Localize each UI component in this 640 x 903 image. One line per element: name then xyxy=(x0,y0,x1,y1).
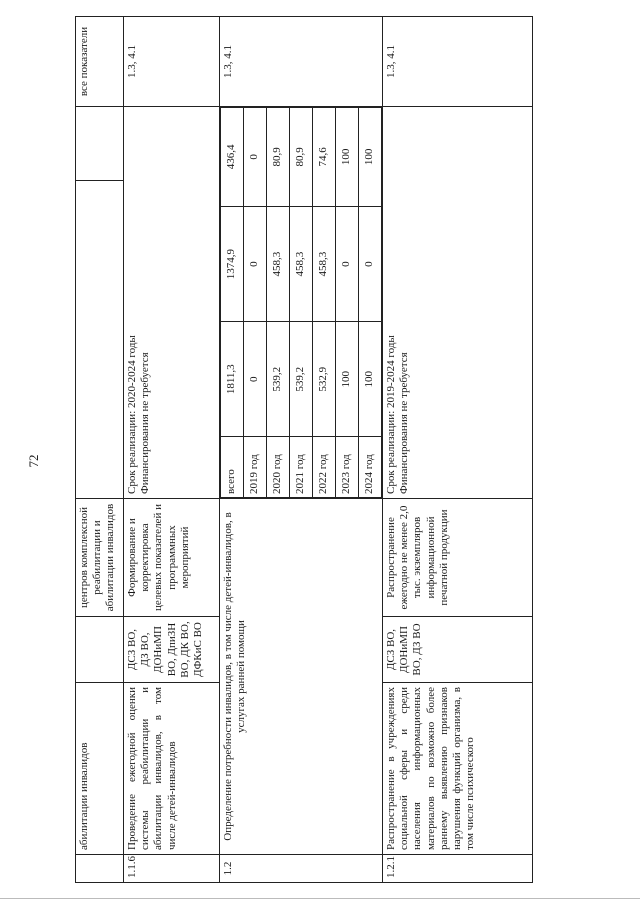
fin-year: 2022 год xyxy=(313,437,336,498)
cell-target: все показатели xyxy=(76,17,124,107)
fin-term: Срок реализации: 2020-2024 годы xyxy=(126,335,138,494)
cell-target: 1.3, 4.1 xyxy=(220,17,383,107)
fin-year: 2023 год xyxy=(336,437,359,498)
cell-fin xyxy=(220,107,383,499)
cell-result: Формирование и корректировка целевых показателей и программных мероприятий xyxy=(124,499,220,617)
fin-value: 0 xyxy=(359,206,382,322)
fin-year: 2019 год xyxy=(244,437,267,498)
fin-year: 2020 год xyxy=(267,437,290,498)
fin-value: 1811,3 xyxy=(221,322,244,437)
fin-value: 458,3 xyxy=(267,206,290,322)
program-table xyxy=(75,16,533,883)
fin-value: 532,9 xyxy=(313,322,336,437)
table-row-continuation xyxy=(76,17,124,883)
page-number: 72 xyxy=(26,454,41,468)
cell-exec: ДСЗ ВО, ДЗ ВО, ДОНиМП ВО, ДпиЗН ВО, ДК ВО, ДФКиС ВО xyxy=(124,617,220,683)
fin-value: 1374,9 xyxy=(221,206,244,322)
cell-ind xyxy=(76,107,124,181)
fin-value: 100 xyxy=(336,108,359,207)
fin-value: 539,2 xyxy=(267,322,290,437)
fin-row xyxy=(336,108,359,498)
cell-target: 1.3, 4.1 xyxy=(124,17,220,107)
cell-title: Определение потребности инвалидов, в том числе детей-инвалидов, в услугах ранней помощи xyxy=(220,499,383,855)
fin-year: всего xyxy=(221,437,244,498)
cell-fin xyxy=(124,107,220,499)
fin-value: 539,2 xyxy=(290,322,313,437)
table-row-1-2-1 xyxy=(383,17,533,883)
table-row-1-2 xyxy=(220,17,383,883)
fin-note: Финансирования не требуется xyxy=(139,352,152,494)
cell-name: Проведение ежегодной оценки системы реабилитации и абилитации инвалидов, в том числе детей-инвалидов xyxy=(124,683,220,855)
cell-num xyxy=(76,855,124,883)
cell-name: абилитации инвалидов xyxy=(76,683,124,855)
cell-result: центров комплексной реабилитации и абилитации инвалидов xyxy=(76,499,124,617)
fin-value: 100 xyxy=(336,322,359,437)
fin-value: 458,3 xyxy=(313,206,336,322)
fin-term: Срок реализации: 2019-2024 годы xyxy=(385,335,397,494)
fin-value: 80,9 xyxy=(290,108,313,207)
fin-row xyxy=(290,108,313,498)
fin-row xyxy=(267,108,290,498)
cell-fin xyxy=(76,181,124,499)
cell-exec xyxy=(76,617,124,683)
cell-exec: ДСЗ ВО, ДОНиМП ВО, ДЗ ВО xyxy=(383,617,533,683)
fin-note: Финансирования не требуется xyxy=(398,352,411,494)
fin-value: 80,9 xyxy=(267,108,290,207)
fin-year: 2021 год xyxy=(290,437,313,498)
cell-name: Распространение в учреждениях социальной сферы и среди населения информационных материалов по возможно более раннему выявлению признаков нарушения функций организма, в том числе психического xyxy=(383,683,533,855)
rotated-landscape-table xyxy=(75,17,640,883)
cell-num: 1.2 xyxy=(220,855,383,883)
cell-target: 1.3, 4.1 xyxy=(383,17,533,107)
fin-row xyxy=(221,108,244,498)
table-row-1-1-6 xyxy=(124,17,220,883)
fin-value: 0 xyxy=(336,206,359,322)
fin-value: 100 xyxy=(359,108,382,207)
cell-num: 1.1.6 xyxy=(124,855,220,883)
fin-value: 0 xyxy=(244,206,267,322)
cell-num: 1.2.1 xyxy=(383,855,533,883)
fin-value: 0 xyxy=(244,108,267,207)
fin-row xyxy=(313,108,336,498)
cell-result: Распространение ежегодно не менее 2,0 тыс. экземпляров информационной печатной продукции xyxy=(383,499,533,617)
fin-value: 74,6 xyxy=(313,108,336,207)
cell-fin xyxy=(383,107,533,499)
page-edge xyxy=(0,898,640,899)
fin-value: 458,3 xyxy=(290,206,313,322)
fin-row xyxy=(244,108,267,498)
fin-value: 100 xyxy=(359,322,382,437)
fin-value: 436,4 xyxy=(221,108,244,207)
fin-value: 0 xyxy=(244,322,267,437)
fin-row xyxy=(359,108,382,498)
financing-table xyxy=(220,107,382,498)
fin-year: 2024 год xyxy=(359,437,382,498)
